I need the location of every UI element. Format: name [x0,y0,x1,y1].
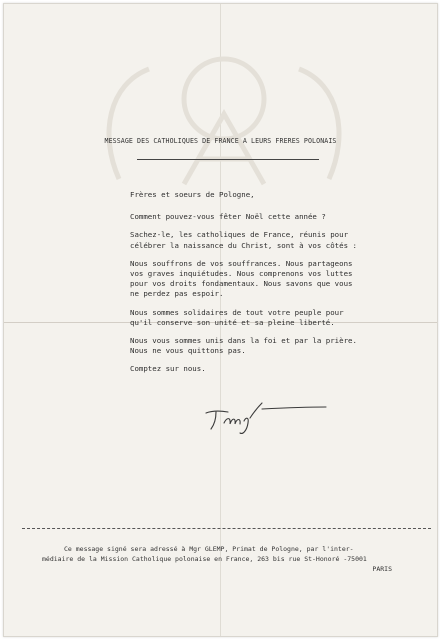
paragraph-line: qu'il conserve son unité et sa pleine liberté. [130,317,335,327]
footer-line: médiaire de la Mission Catholique polonaise en France, 263 bis rue St-Honoré -75001 [42,555,367,563]
body-paragraph [130,259,370,300]
paragraph-line: vos graves inquiétudes. Nous comprenons vos luttes [130,269,353,279]
footer-line: Ce message signé sera adressé à Mgr GLEMP, Primat de Pologne, par l'inter- [64,545,354,553]
paragraph-line: pour vos droits fondamentaux. Nous savons que vous [130,279,353,289]
body-paragraph [130,212,370,222]
body-paragraph [130,308,370,328]
body-paragraph [130,230,370,250]
footer-line: PARIS [372,565,392,573]
paragraph-line: Sachez-le, les catholiques de France, réunis pour [130,230,349,240]
body-paragraph [130,364,370,374]
paragraph-line: Nous ne vous quittons pas. [130,346,246,356]
message-title: MESSAGE DES CATHOLIQUES DE FRANCE A LEURS FRERES POLONAIS [104,137,337,145]
greeting: Frères et soeurs de Pologne, [130,190,255,199]
paragraph-line: ne perdez pas espoir. [130,289,224,299]
paragraph-line: Nous souffrons de vos souffrances. Nous partageons [130,258,353,268]
paragraph-line: Comment pouvez-vous fêter Noël cette année ? [130,212,326,222]
paragraph-line: Nous vous sommes unis dans la foi et par la prière. [130,336,357,346]
paragraph-line: Comptez sur nous. [130,364,206,374]
paragraph-list [130,212,370,374]
body-paragraph [130,336,370,356]
watermark-emblem [89,44,359,194]
footer-note [42,544,396,574]
letter-body [130,190,370,383]
paragraph-line: Nous sommes solidaires de tout votre peuple pour [130,307,344,317]
cut-line [22,528,431,529]
paragraph-line: célébrer la naissance du Christ, sont à vos côtés : [130,240,357,250]
signature-icon [202,399,332,439]
title-underline [137,159,319,160]
letter-page [3,3,438,637]
